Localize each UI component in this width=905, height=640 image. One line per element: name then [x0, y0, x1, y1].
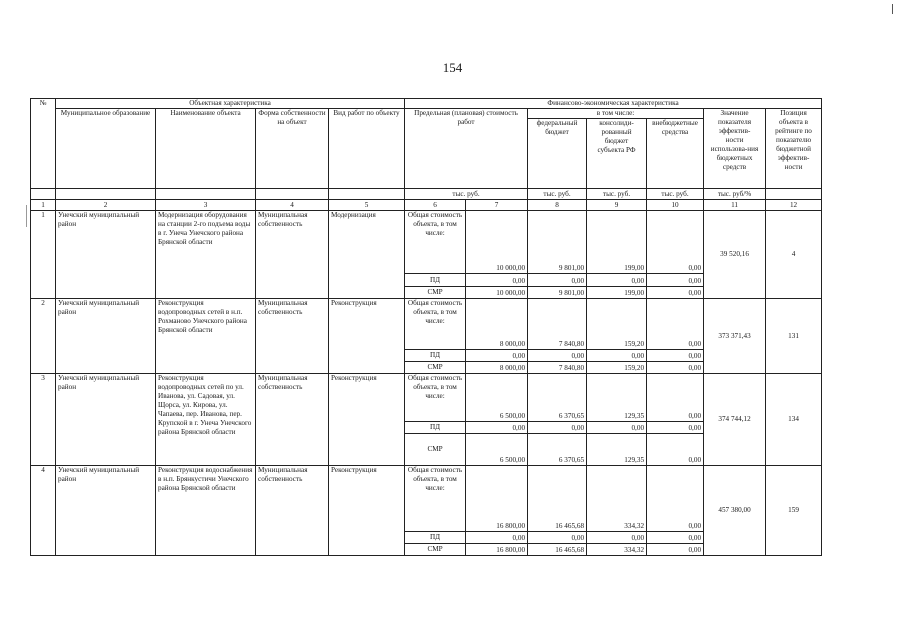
ownership-cell: Муниципальная собственность — [256, 299, 329, 374]
smr-federal-value: 9 801,00 — [528, 287, 587, 299]
rating-position: 131 — [766, 299, 822, 374]
smr-federal-value: 16 465,68 — [528, 544, 587, 556]
pd-label: ПД — [405, 532, 466, 544]
municipal-cell: Унечский муниципальный район — [56, 299, 156, 374]
indicator-value: 39 520,16 — [704, 211, 766, 299]
header-row-2 — [31, 109, 822, 119]
header-extra: внебюджетные средства — [647, 119, 704, 189]
rating-position: 4 — [766, 211, 822, 299]
indicator-value: 374 744,12 — [704, 374, 766, 466]
smr-cost-value: 10 000,00 — [466, 287, 528, 299]
table-row — [31, 466, 822, 532]
municipal-cell: Унечский муниципальный район — [56, 211, 156, 299]
regional-value: 129,35 — [587, 374, 647, 422]
scan-artifact — [892, 4, 893, 14]
pd-cost-value: 0,00 — [466, 532, 528, 544]
unit-federal: тыс. руб. — [528, 189, 587, 200]
total-cost-label: Общая стоимость объекта, в том числе: — [405, 211, 466, 274]
smr-regional-value: 159,20 — [587, 362, 647, 374]
col-number: 8 — [528, 200, 587, 211]
header-indicator: Значение показателя эффектив- ности использова-ния бюджетных средств — [704, 109, 766, 189]
header-regional: консолиди- рованный бюджет субъекта РФ — [587, 119, 647, 189]
work-type-cell: Реконструкция — [329, 374, 405, 466]
extra-value: 0,00 — [647, 211, 704, 274]
total-cost-label: Общая стоимость объекта, в том числе: — [405, 466, 466, 532]
ownership-cell: Муниципальная собственность — [256, 211, 329, 299]
smr-extra-value: 0,00 — [647, 362, 704, 374]
federal-value: 7 840,80 — [528, 299, 587, 350]
smr-extra-value: 0,00 — [647, 434, 704, 466]
object-name-cell: Реконструкция водопроводных сетей по ул. Иванова, ул. Садовая, ул. Щорса, ул. Кирова, ул. Чапаева, пер. Иванова, пер. Крупской в г. Унеча Унечского района Брянской области — [156, 374, 256, 466]
extra-value: 0,00 — [647, 299, 704, 350]
table-row — [31, 299, 822, 350]
regional-value: 199,00 — [587, 211, 647, 274]
total-cost-value: 6 500,00 — [466, 374, 528, 422]
col-number: 11 — [704, 200, 766, 211]
pd-cost-value: 0,00 — [466, 350, 528, 362]
col-number: 10 — [647, 200, 704, 211]
col-number: 12 — [766, 200, 822, 211]
unit-extra: тыс. руб. — [647, 189, 704, 200]
row-number: 2 — [31, 299, 56, 374]
row-number: 1 — [31, 211, 56, 299]
header-including: в том числе: — [528, 109, 704, 119]
smr-regional-value: 334,32 — [587, 544, 647, 556]
smr-cost-value: 16 800,00 — [466, 544, 528, 556]
total-cost-label: Общая стоимость объекта, в том числе: — [405, 299, 466, 350]
rating-position: 159 — [766, 466, 822, 556]
smr-extra-value: 0,00 — [647, 544, 704, 556]
header-cost: Предельная (плановая) стоимость работ — [405, 109, 528, 189]
col-number: 9 — [587, 200, 647, 211]
header-federal: федеральный бюджет — [528, 119, 587, 189]
pd-extra-value: 0,00 — [647, 350, 704, 362]
unit-indicator: тыс. руб/% — [704, 189, 766, 200]
col-number: 5 — [329, 200, 405, 211]
total-cost-value: 10 000,00 — [466, 211, 528, 274]
financial-table — [30, 98, 822, 556]
page-number: 154 — [442, 60, 463, 75]
header-no: № — [31, 99, 56, 189]
pd-label: ПД — [405, 274, 466, 287]
pd-label: ПД — [405, 422, 466, 434]
unit-cost: тыс. руб. — [405, 189, 528, 200]
pd-extra-value: 0,00 — [647, 422, 704, 434]
object-name-cell: Реконструкция водопроводных сетей в н.п. Рохманово Унечского района Брянской области — [156, 299, 256, 374]
object-name-cell: Реконструкция водоснабжения в н.п. Брянкустичи Унечского района Брянской области — [156, 466, 256, 556]
pd-federal-value: 0,00 — [528, 422, 587, 434]
smr-federal-value: 6 370,65 — [528, 434, 587, 466]
object-name-cell: Модернизация оборудования на станции 2-го подъема воды в г. Унеча Унечского района Брянской области — [156, 211, 256, 299]
header-object-name: Наименование объекта — [156, 109, 256, 189]
pd-regional-value: 0,00 — [587, 422, 647, 434]
smr-regional-value: 129,35 — [587, 434, 647, 466]
ownership-cell: Муниципальная собственность — [256, 466, 329, 556]
row-number: 3 — [31, 374, 56, 466]
municipal-cell: Унечский муниципальный район — [56, 374, 156, 466]
extra-value: 0,00 — [647, 374, 704, 422]
pd-extra-value: 0,00 — [647, 532, 704, 544]
col-number: 1 — [31, 200, 56, 211]
municipal-cell: Унечский муниципальный район — [56, 466, 156, 556]
pd-regional-value: 0,00 — [587, 274, 647, 287]
smr-cost-value: 8 000,00 — [466, 362, 528, 374]
federal-value: 6 370,65 — [528, 374, 587, 422]
smr-federal-value: 7 840,80 — [528, 362, 587, 374]
header-financial-characteristic: Финансово-экономическая характеристика — [405, 99, 822, 109]
header-row-1 — [31, 99, 822, 109]
scan-artifact — [26, 205, 27, 227]
smr-extra-value: 0,00 — [647, 287, 704, 299]
smr-label: СМР — [405, 434, 466, 466]
column-numbers-row — [31, 200, 822, 211]
pd-regional-value: 0,00 — [587, 532, 647, 544]
pd-regional-value: 0,00 — [587, 350, 647, 362]
header-ownership: Форма собственности на объект — [256, 109, 329, 189]
col-number: 6 — [405, 200, 466, 211]
extra-value: 0,00 — [647, 466, 704, 532]
smr-cost-value: 6 500,00 — [466, 434, 528, 466]
pd-cost-value: 0,00 — [466, 422, 528, 434]
smr-label: СМР — [405, 362, 466, 374]
total-cost-label: Общая стоимость объекта, в том числе: — [405, 374, 466, 422]
header-position: Позиция объекта в рейтинге по показателю бюджетной эффектив- ности — [766, 109, 822, 189]
table-wrapper — [30, 98, 821, 556]
federal-value: 9 801,00 — [528, 211, 587, 274]
smr-label: СМР — [405, 544, 466, 556]
indicator-value: 457 380,00 — [704, 466, 766, 556]
rating-position: 134 — [766, 374, 822, 466]
header-municipal: Муниципальное образование — [56, 109, 156, 189]
col-number: 7 — [466, 200, 528, 211]
units-row — [31, 189, 822, 200]
col-number: 2 — [56, 200, 156, 211]
smr-regional-value: 199,00 — [587, 287, 647, 299]
total-cost-value: 8 000,00 — [466, 299, 528, 350]
col-number: 3 — [156, 200, 256, 211]
regional-value: 334,32 — [587, 466, 647, 532]
col-number: 4 — [256, 200, 329, 211]
work-type-cell: Реконструкция — [329, 466, 405, 556]
federal-value: 16 465,68 — [528, 466, 587, 532]
pd-cost-value: 0,00 — [466, 274, 528, 287]
pd-extra-value: 0,00 — [647, 274, 704, 287]
ownership-cell: Муниципальная собственность — [256, 374, 329, 466]
row-number: 4 — [31, 466, 56, 556]
work-type-cell: Реконструкция — [329, 299, 405, 374]
total-cost-value: 16 800,00 — [466, 466, 528, 532]
pd-federal-value: 0,00 — [528, 274, 587, 287]
pd-federal-value: 0,00 — [528, 350, 587, 362]
pd-federal-value: 0,00 — [528, 532, 587, 544]
header-work-type: Вид работ по объекту — [329, 109, 405, 189]
pd-label: ПД — [405, 350, 466, 362]
smr-label: СМР — [405, 287, 466, 299]
regional-value: 159,20 — [587, 299, 647, 350]
table-row — [31, 374, 822, 422]
indicator-value: 373 371,43 — [704, 299, 766, 374]
unit-regional: тыс. руб. — [587, 189, 647, 200]
table-row — [31, 211, 822, 274]
header-object-characteristic: Объектная характеристика — [56, 99, 405, 109]
work-type-cell: Модернизация — [329, 211, 405, 299]
